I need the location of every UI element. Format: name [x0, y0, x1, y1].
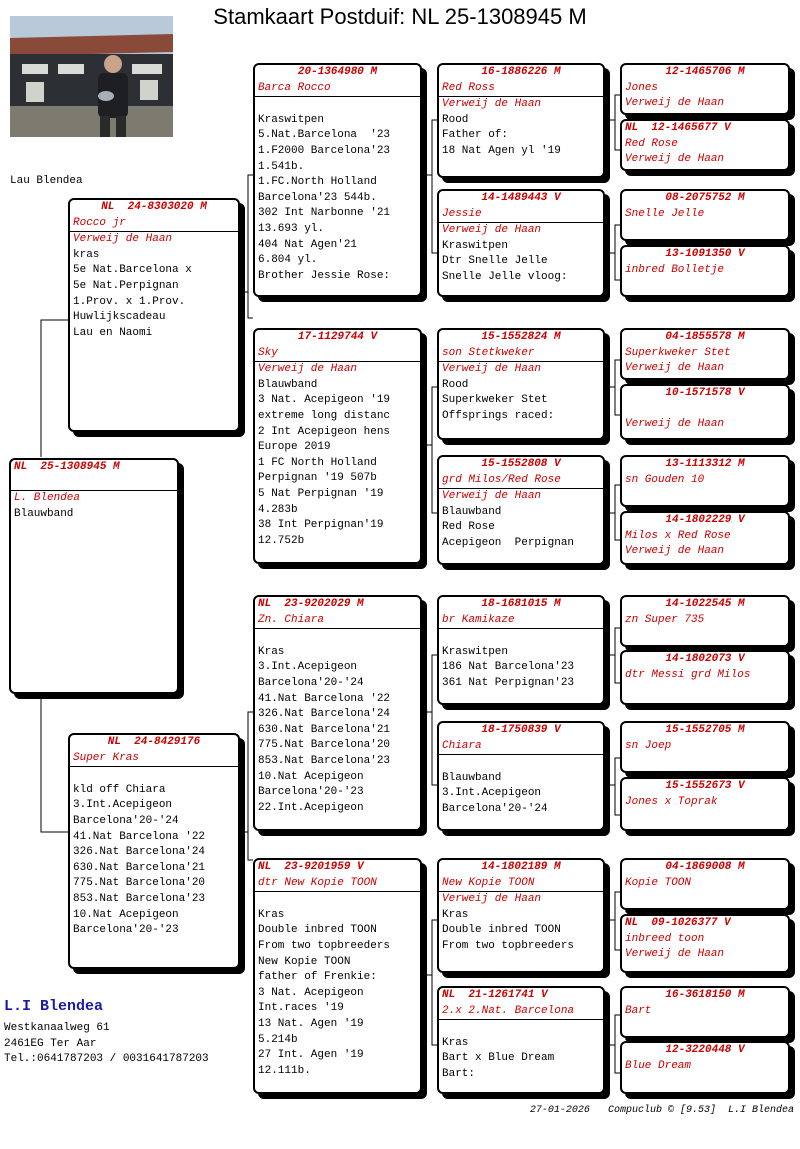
- pigeon-info-line: 1.Prov. x 1.Prov.: [73, 295, 186, 308]
- pigeon-info-line: 1.541b.: [258, 160, 305, 173]
- pigeon-info-line: 18 Nat Agen yl '19: [442, 144, 561, 157]
- pigeon-card-subject[interactable]: [9, 458, 179, 694]
- pigeon-info-line: Kras: [258, 908, 285, 921]
- pigeon-info-line: Blauwband: [14, 507, 74, 520]
- pigeon-card-gen4[interactable]: [620, 721, 790, 773]
- pigeon-name: Barca Rocco: [258, 81, 331, 94]
- pigeon-info-line: 12.752b: [258, 534, 305, 547]
- pigeon-owner: Verweij de Haan: [442, 363, 542, 376]
- pigeon-card-gen4[interactable]: [620, 328, 790, 380]
- pigeon-info-line: 5.Nat.Barcelona '23: [258, 129, 391, 142]
- ring-number: 18-1750839 V: [481, 724, 561, 736]
- pigeon-card-gen4[interactable]: [620, 455, 790, 507]
- pigeon-info-line: Barcelona'20-'23: [258, 786, 364, 799]
- pigeon-name: Jones: [625, 81, 659, 94]
- footer: [530, 1105, 794, 1116]
- pigeon-name: [625, 402, 785, 418]
- pigeon-card-gen4[interactable]: [620, 986, 790, 1038]
- pigeon-card-dam[interactable]: [68, 733, 240, 969]
- ring-number: 15-1552705 M: [665, 724, 745, 736]
- pigeon-owner: Verweij de Haan: [625, 97, 725, 110]
- pigeon-info-line: Bart:: [442, 1067, 476, 1080]
- pigeon-info-line: 630.Nat Barcelona'21: [258, 723, 391, 736]
- pigeon-card-gen4[interactable]: [620, 189, 790, 241]
- pigeon-info-line: 302 Int Narbonne '21: [258, 207, 391, 220]
- pigeon-name: Zn. Chiara: [258, 613, 325, 626]
- pigeon-info-line: father of Frenkie:: [258, 971, 377, 984]
- pigeon-owner: Verweij de Haan: [442, 98, 542, 111]
- pigeon-info-line: 38 Int Perpignan'19: [258, 519, 384, 532]
- ring-number: 12-1465706 M: [665, 66, 745, 78]
- footer-owner: L.I Blendea: [727, 1105, 794, 1116]
- pigeon-info-line: 3.Int.Acepigeon: [442, 787, 542, 800]
- pigeon-name: br Kamikaze: [442, 613, 515, 626]
- pigeon-name: Super Kras: [73, 751, 140, 764]
- pigeon-name: Bart: [625, 1004, 652, 1017]
- pigeon-info-line: 853.Nat Barcelona'23: [258, 754, 391, 767]
- pigeon-name: inbred Bolletje: [625, 263, 725, 276]
- ring-number: NL 21-1261741 V: [442, 989, 548, 1001]
- pigeon-info-line: Perpignan '19 507b: [258, 472, 377, 485]
- pigeon-info-line: 5e Nat.Perpignan: [73, 279, 179, 292]
- pigeon-info-line: Kraswitpen: [442, 645, 509, 658]
- ring-number: NL 25-1308945 M: [14, 461, 120, 473]
- ring-number: 17-1129744 V: [297, 331, 378, 343]
- pigeon-info-line: 41.Nat Barcelona '22: [73, 830, 206, 843]
- pigeon-info-line: extreme long distanc: [258, 409, 391, 422]
- pigeon-info-line: [442, 629, 600, 645]
- pigeon-info-line: 1.FC.North Holland: [258, 176, 377, 189]
- pigeon-info-line: kras: [73, 248, 100, 261]
- owner-phone: Tel.:0641787203 / 0031641787203: [4, 1053, 209, 1065]
- pigeon-info-line: 3.Int.Acepigeon: [258, 661, 358, 674]
- owner-name: L.I Blendea: [4, 998, 104, 1015]
- pigeon-card-sire-dam[interactable]: [253, 328, 422, 564]
- pigeon-info-line: 775.Nat Barcelona'20: [258, 739, 391, 752]
- footer-software: Compuclub © [9.53]: [607, 1105, 716, 1116]
- pigeon-info-line: Lau en Naomi: [73, 326, 153, 339]
- pigeon-name: Superkweker Stet: [625, 346, 731, 359]
- pigeon-info-line: 630.Nat Barcelona'21: [73, 861, 206, 874]
- ring-number: 16-3618150 M: [665, 989, 745, 1001]
- ring-number: 12-3220448 V: [665, 1044, 745, 1056]
- pigeon-name: grd Milos/Red Rose: [442, 473, 561, 486]
- owner-block: [4, 998, 209, 1068]
- pigeon-info-line: Superkweker Stet: [442, 394, 548, 407]
- pigeon-name: Sky: [258, 346, 278, 359]
- pigeon-info-line: Barcelona'20-'24: [73, 814, 179, 827]
- pigeon-info-line: Kraswitpen: [442, 239, 509, 252]
- page-title: Stamkaart Postduif: NL 25-1308945 M: [213, 4, 587, 29]
- pigeon-info-line: From two topbreeders: [258, 939, 391, 952]
- pigeon-name: Red Ross: [442, 81, 495, 94]
- pigeon-info-line: [442, 755, 600, 771]
- pigeon-card-dss[interactable]: [437, 595, 605, 705]
- pigeon-card-gen4[interactable]: [620, 858, 790, 910]
- pigeon-info-line: Bart x Blue Dream: [442, 1052, 555, 1065]
- pigeon-info-line: 326.Nat Barcelona'24: [73, 846, 206, 859]
- ring-number: 16-1886226 M: [481, 66, 561, 78]
- pigeon-info-line: Double inbred TOON: [442, 924, 561, 937]
- pigeon-card-sss[interactable]: [437, 63, 605, 178]
- pigeon-info-line: 10.Nat Acepigeon: [258, 770, 364, 783]
- pigeon-card-gen4[interactable]: [620, 245, 790, 297]
- pigeon-info-line: 1 FC North Holland: [258, 456, 377, 469]
- pigeon-info-line: Snelle Jelle vloog:: [442, 270, 568, 283]
- pigeon-card-gen4[interactable]: [620, 63, 790, 115]
- pigeon-info-line: Barcelona'20-'23: [73, 924, 179, 937]
- ring-number: 18-1681015 M: [481, 598, 561, 610]
- pigeon-name: Chiara: [442, 739, 482, 752]
- ring-number: 15-1552808 V: [481, 458, 561, 470]
- pigeon-info-line: 13 Nat. Agen '19: [258, 1017, 364, 1030]
- pigeon-card-sire[interactable]: [68, 198, 240, 432]
- pigeon-info-line: 10.Nat Acepigeon: [73, 908, 179, 921]
- pigeon-name: Red Rose: [625, 137, 678, 150]
- pigeon-info-line: Offsprings raced:: [442, 409, 555, 422]
- pigeon-info-line: Int.races '19: [258, 1002, 344, 1015]
- pigeon-name: sn Gouden 10: [625, 473, 705, 486]
- pigeon-info-line: 13.693 yl.: [258, 222, 325, 235]
- pigeon-info-line: [258, 892, 417, 908]
- pigeon-info-line: 6.804 yl.: [258, 254, 318, 267]
- ring-number: 04-1869008 M: [665, 861, 745, 873]
- ring-number: NL 12-1465677 V: [625, 122, 731, 134]
- ring-number: 14-1802073 V: [665, 653, 745, 665]
- pigeon-info-line: [442, 1020, 600, 1036]
- pigeon-info-line: 853.Nat Barcelona'23: [73, 892, 206, 905]
- pigeon-card-gen4[interactable]: [620, 650, 790, 705]
- pigeon-info-line: kld off Chiara: [73, 783, 166, 796]
- pigeon-info-line: New Kopie TOON: [258, 955, 351, 968]
- ring-number: NL 23-9201959 V: [258, 861, 364, 873]
- pigeon-owner: Verweij de Haan: [73, 233, 173, 246]
- ring-number: 15-1552673 V: [665, 780, 745, 792]
- pigeon-info-line: Barcelona'20-'24: [258, 676, 364, 689]
- ring-number: 10-1571578 V: [665, 387, 745, 399]
- pigeon-card-ssd[interactable]: [437, 189, 605, 297]
- pigeon-info-line: Barcelona'20-'24: [442, 802, 548, 815]
- pigeon-info-line: Red Rose: [442, 521, 495, 534]
- pigeon-info-line: 5.214b: [258, 1033, 298, 1046]
- pigeon-card-dam-dam[interactable]: [253, 858, 422, 1094]
- pigeon-card-dam-sire[interactable]: [253, 595, 422, 831]
- pigeon-card-gen4[interactable]: [620, 511, 790, 565]
- pigeon-name: Kopie TOON: [625, 876, 692, 889]
- pigeon-card-gen4[interactable]: [620, 914, 790, 973]
- pigeon-name: Milos x Red Rose: [625, 529, 731, 542]
- pigeon-name: Jessie: [442, 207, 482, 220]
- pigeon-name: L. Blendea: [14, 492, 81, 504]
- pigeon-name: Jones x Toprak: [625, 795, 718, 808]
- ring-number: 08-2075752 M: [665, 192, 745, 204]
- pigeon-name: sn Joep: [625, 739, 672, 752]
- pigeon-info-line: Kras: [442, 908, 469, 921]
- pigeon-info-line: 22.Int.Acepigeon: [258, 801, 364, 814]
- pigeon-owner: Verweij de Haan: [442, 490, 542, 503]
- pigeon-card-gen4[interactable]: [620, 384, 790, 440]
- pigeon-info-line: Huwlijkscadeau: [73, 311, 166, 324]
- pigeon-info-line: Europe 2019: [258, 441, 331, 454]
- pigeon-name: New Kopie TOON: [442, 876, 535, 889]
- pigeon-info-line: 27 Int. Agen '19: [258, 1049, 364, 1062]
- pigeon-info-line: 12.111b.: [258, 1064, 311, 1077]
- pigeon-info-line: [73, 767, 235, 783]
- pigeon-name: Rocco jr: [73, 216, 126, 229]
- pigeon-card-gen4[interactable]: [620, 777, 790, 831]
- pigeon-card-dsd[interactable]: [437, 721, 605, 831]
- breeder-label: Lau Blendea: [10, 175, 83, 187]
- pigeon-info-line: 326.Nat Barcelona'24: [258, 708, 391, 721]
- owner-city: 2461EG Ter Aar: [4, 1037, 97, 1050]
- pigeon-info-line: Blauwband: [442, 771, 502, 784]
- ring-number: NL 23-9202029 M: [258, 598, 364, 610]
- pigeon-info-line: Dtr Snelle Jelle: [442, 255, 548, 268]
- pigeon-info-line: Double inbred TOON: [258, 924, 377, 937]
- pigeon-info-line: Blauwband: [258, 378, 318, 391]
- pigeon-owner: Verweij de Haan: [625, 545, 725, 558]
- pigeon-info-line: [258, 97, 417, 113]
- pigeon-info-line: 3 Nat. Acepigeon: [258, 986, 364, 999]
- pigeon-owner: Verweij de Haan: [442, 224, 542, 237]
- pigeon-info-line: Father of:: [442, 129, 509, 142]
- ring-number: 13-1091350 V: [665, 248, 745, 260]
- ring-number: 13-1113312 M: [665, 458, 745, 470]
- owner-address: Westkanaalweg 61: [4, 1022, 110, 1034]
- ring-number: 04-1855578 M: [665, 331, 745, 343]
- pigeon-info-line: 4.283b: [258, 503, 298, 516]
- pigeon-name: dtr Messi grd Milos: [625, 668, 751, 681]
- pigeon-info-line: 1.F2000 Barcelona'23: [258, 144, 391, 157]
- pigeon-card-sdd[interactable]: [437, 455, 605, 565]
- pigeon-info-line: 2 Int Acepigeon hens: [258, 425, 391, 438]
- pigeon-owner: Verweij de Haan: [625, 362, 725, 375]
- pigeon-card-gen4[interactable]: [620, 595, 790, 647]
- pigeon-info-line: 3.Int.Acepigeon: [73, 799, 173, 812]
- ring-number: 14-1489443 V: [481, 192, 561, 204]
- pigeon-info-line: From two topbreeders: [442, 939, 575, 952]
- pigeon-name: 2.x 2.Nat. Barcelona: [442, 1004, 575, 1017]
- pigeon-name: son Stetkweker: [442, 346, 535, 359]
- ring-number: NL 09-1026377 V: [625, 917, 731, 929]
- pigeon-info-line: Brother Jessie Rose:: [258, 269, 391, 282]
- pigeon-card-dds[interactable]: [437, 858, 605, 973]
- ring-number: 14-1802189 M: [481, 861, 561, 873]
- pigeon-info-line: [258, 629, 417, 645]
- pigeon-info-line: Blauwband: [442, 505, 502, 518]
- pigeon-info-line: Kras: [258, 645, 285, 658]
- pigeon-info-line: Kras: [442, 1036, 469, 1049]
- pigeon-info-line: Kraswitpen: [258, 113, 325, 126]
- ring-number: NL 24-8429176: [107, 736, 201, 748]
- pigeon-info-line: 775.Nat Barcelona'20: [73, 877, 206, 890]
- ring-number: NL 24-8303020 M: [101, 201, 207, 213]
- pigeon-info-line: Barcelona'23 544b.: [258, 191, 377, 204]
- pigeon-name: zn Super 735: [625, 613, 705, 626]
- pigeon-card-ddd[interactable]: [437, 986, 605, 1094]
- ring-number: 14-1022545 M: [665, 598, 745, 610]
- pigeon-info-line: Acepigeon Perpignan: [442, 536, 575, 549]
- pigeon-card-sire-sire[interactable]: [253, 63, 422, 297]
- pigeon-card-gen4[interactable]: [620, 1041, 790, 1094]
- pigeon-info-line: 5e Nat.Barcelona x: [73, 264, 192, 277]
- pigeon-info-line: 186 Nat Barcelona'23: [442, 661, 575, 674]
- pigeon-owner: Verweij de Haan: [625, 153, 725, 166]
- pigeon-card-sds[interactable]: [437, 328, 605, 440]
- pigeon-info-line: 404 Nat Agen'21: [258, 238, 358, 251]
- pigeon-info-line: 361 Nat Perpignan'23: [442, 676, 575, 689]
- pigeon-info-line: 3 Nat. Acepigeon '19: [258, 394, 391, 407]
- pigeon-card-gen4[interactable]: [620, 119, 790, 171]
- pigeon-name: Blue Dream: [625, 1059, 692, 1072]
- pigeon-owner: Verweij de Haan: [625, 418, 725, 431]
- pigeon-info-line: 41.Nat Barcelona '22: [258, 692, 391, 705]
- ring-number: 14-1802229 V: [665, 514, 745, 526]
- pigeon-info-line: Rood: [442, 113, 469, 126]
- pigeon-name: Snelle Jelle: [625, 207, 705, 220]
- pigeon-owner: Verweij de Haan: [442, 893, 542, 906]
- pigeon-owner: Verweij de Haan: [625, 948, 725, 961]
- pigeon-info-line: Rood: [442, 378, 469, 391]
- pigeon-info-line: 5 Nat Perpignan '19: [258, 487, 384, 500]
- pigeon-owner: Verweij de Haan: [258, 363, 358, 376]
- pigeon-name: dtr New Kopie TOON: [258, 876, 377, 889]
- pigeon-name: inbreed toon: [625, 932, 705, 945]
- footer-date: 27-01-2026: [529, 1105, 590, 1116]
- ring-number: 20-1364980 M: [297, 66, 378, 78]
- ring-number: 15-1552824 M: [481, 331, 561, 343]
